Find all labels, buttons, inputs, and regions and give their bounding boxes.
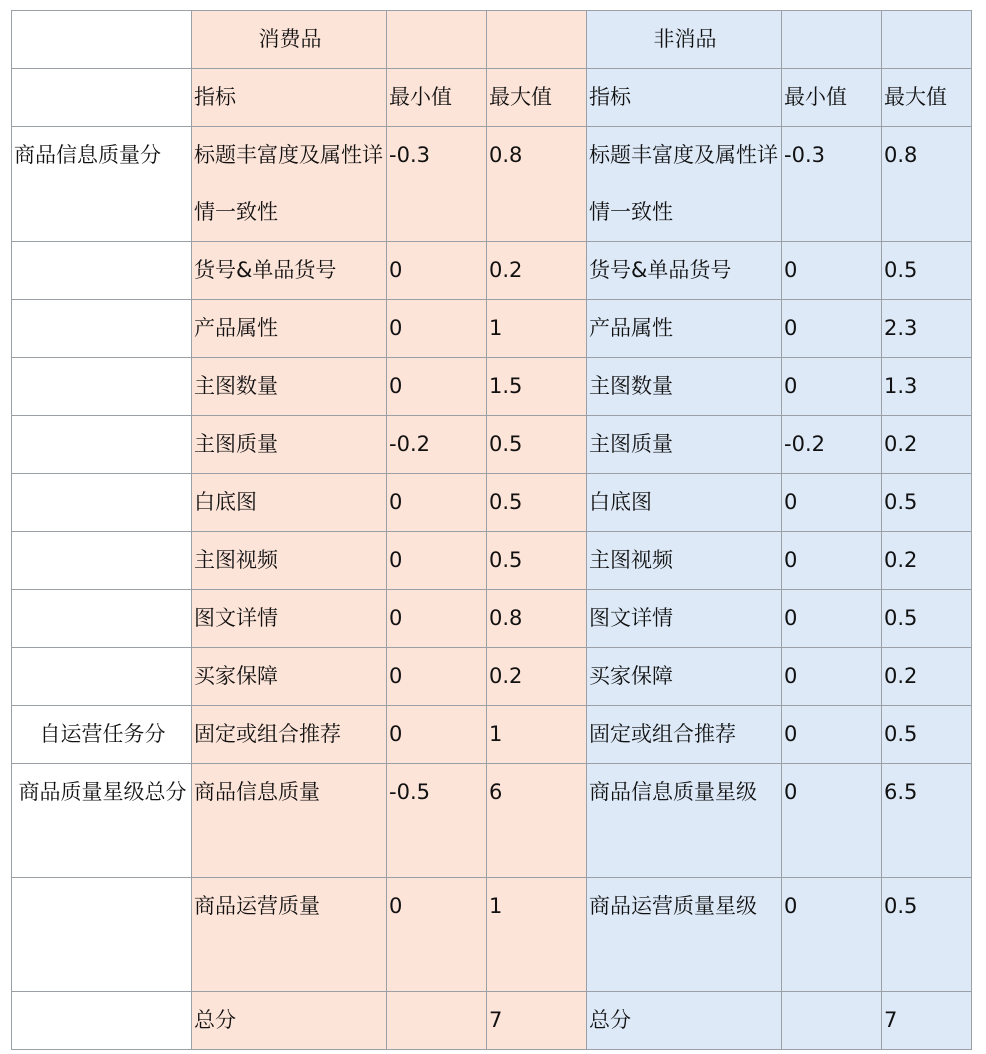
consumable-metric-cell: 主图数量 (192, 358, 387, 416)
consumable-min-cell: 0 (387, 474, 487, 532)
table-row (12, 878, 972, 992)
nonconsumable-min-cell: 0 (782, 358, 882, 416)
category-cell: 商品质量星级总分 (12, 764, 192, 878)
nonconsumable-min-cell: 0 (782, 648, 882, 706)
consumable-max-cell: 0.2 (487, 648, 587, 706)
consumable-min-cell: 0 (387, 242, 487, 300)
nonconsumable-max-cell: 0.5 (882, 878, 972, 992)
consumable-metric-cell: 货号&单品货号 (192, 242, 387, 300)
total-row (12, 992, 972, 1050)
consumable-metric-cell: 总分 (192, 992, 387, 1050)
group-header-row (12, 11, 972, 69)
nonconsumable-metric-cell: 商品信息质量星级 (587, 764, 782, 878)
nonconsumable-min-cell: 0 (782, 300, 882, 358)
consumable-min-cell: 0 (387, 706, 487, 764)
consumable-max-cell: 0.5 (487, 474, 587, 532)
category-cell (12, 992, 192, 1050)
category-cell (12, 532, 192, 590)
consumable-max-cell: 6 (487, 764, 587, 878)
nonconsumable-metric-cell: 商品运营质量星级 (587, 878, 782, 992)
nonconsumable-metric-cell: 货号&单品货号 (587, 242, 782, 300)
consumable-min-cell: 0 (387, 878, 487, 992)
empty-cell (387, 11, 487, 69)
consumable-metric-cell: 白底图 (192, 474, 387, 532)
min-header: 最小值 (387, 69, 487, 127)
consumable-metric-cell: 商品信息质量 (192, 764, 387, 878)
category-cell: 自运营任务分 (12, 706, 192, 764)
nonconsumable-metric-cell: 总分 (587, 992, 782, 1050)
table-row (12, 706, 972, 764)
consumable-max-cell: 0.2 (487, 242, 587, 300)
nonconsumable-total-cell: 7 (882, 992, 972, 1050)
nonconsumable-min-cell: 0 (782, 878, 882, 992)
nonconsumable-metric-cell: 主图视频 (587, 532, 782, 590)
nonconsumable-max-cell: 0.2 (882, 416, 972, 474)
category-cell (12, 878, 192, 992)
table-row (12, 764, 972, 878)
category-cell (12, 474, 192, 532)
table-row (12, 416, 972, 474)
empty-cell (487, 11, 587, 69)
consumable-group-header: 消费品 (192, 11, 387, 69)
nonconsumable-metric-cell: 标题丰富度及属性详情一致性 (587, 127, 782, 242)
nonconsumable-max-cell: 0.2 (882, 532, 972, 590)
nonconsumable-min-cell: 0 (782, 474, 882, 532)
category-cell (12, 358, 192, 416)
table-row (12, 300, 972, 358)
consumable-min-cell: 0 (387, 358, 487, 416)
consumable-metric-cell: 产品属性 (192, 300, 387, 358)
nonconsumable-max-cell: 2.3 (882, 300, 972, 358)
nonconsumable-metric-cell: 买家保障 (587, 648, 782, 706)
consumable-min-cell (387, 992, 487, 1050)
consumable-metric-cell: 标题丰富度及属性详情一致性 (192, 127, 387, 242)
table-row (12, 127, 972, 242)
consumable-metric-cell: 商品运营质量 (192, 878, 387, 992)
consumable-metric-cell: 图文详情 (192, 590, 387, 648)
consumable-min-cell: -0.5 (387, 764, 487, 878)
metric-header: 指标 (192, 69, 387, 127)
empty-cell (12, 69, 192, 127)
nonconsumable-max-cell: 6.5 (882, 764, 972, 878)
consumable-min-cell: 0 (387, 590, 487, 648)
table-row (12, 474, 972, 532)
nonconsumable-max-cell: 0.5 (882, 242, 972, 300)
consumable-total-cell: 7 (487, 992, 587, 1050)
corner-cell (12, 11, 192, 69)
category-cell: 商品信息质量分 (12, 127, 192, 242)
consumable-max-cell: 0.8 (487, 127, 587, 242)
nonconsumable-group-header: 非消品 (587, 11, 782, 69)
category-cell (12, 300, 192, 358)
consumable-max-cell: 0.8 (487, 590, 587, 648)
consumable-max-cell: 1 (487, 300, 587, 358)
nonconsumable-metric-cell: 主图数量 (587, 358, 782, 416)
table-row (12, 532, 972, 590)
nonconsumable-min-cell: 0 (782, 590, 882, 648)
consumable-metric-cell: 主图视频 (192, 532, 387, 590)
consumable-max-cell: 1 (487, 706, 587, 764)
consumable-max-cell: 1.5 (487, 358, 587, 416)
table-row (12, 242, 972, 300)
table-row (12, 648, 972, 706)
table-row (12, 358, 972, 416)
consumable-max-cell: 0.5 (487, 532, 587, 590)
consumable-min-cell: -0.2 (387, 416, 487, 474)
nonconsumable-metric-cell: 白底图 (587, 474, 782, 532)
consumable-min-cell: 0 (387, 648, 487, 706)
nonconsumable-max-cell: 1.3 (882, 358, 972, 416)
nonconsumable-min-cell: 0 (782, 242, 882, 300)
consumable-min-cell: 0 (387, 300, 487, 358)
category-cell (12, 242, 192, 300)
nonconsumable-min-cell: 0 (782, 532, 882, 590)
category-cell (12, 416, 192, 474)
nonconsumable-min-cell: 0 (782, 706, 882, 764)
consumable-metric-cell: 买家保障 (192, 648, 387, 706)
consumable-max-cell: 0.5 (487, 416, 587, 474)
nonconsumable-min-cell: -0.3 (782, 127, 882, 242)
consumable-metric-cell: 固定或组合推荐 (192, 706, 387, 764)
category-cell (12, 648, 192, 706)
empty-cell (882, 11, 972, 69)
nonconsumable-metric-cell: 产品属性 (587, 300, 782, 358)
nonconsumable-min-cell: 0 (782, 764, 882, 878)
nonconsumable-max-cell: 0.8 (882, 127, 972, 242)
consumable-max-cell: 1 (487, 878, 587, 992)
nonconsumable-max-cell: 0.5 (882, 706, 972, 764)
scoring-table (11, 10, 972, 1050)
consumable-min-cell: -0.3 (387, 127, 487, 242)
nonconsumable-max-cell: 0.2 (882, 648, 972, 706)
nonconsumable-metric-cell: 主图质量 (587, 416, 782, 474)
nonconsumable-metric-cell: 固定或组合推荐 (587, 706, 782, 764)
nonconsumable-max-cell: 0.5 (882, 474, 972, 532)
consumable-min-cell: 0 (387, 532, 487, 590)
max-header: 最大值 (882, 69, 972, 127)
category-cell (12, 590, 192, 648)
min-header: 最小值 (782, 69, 882, 127)
column-header-row (12, 69, 972, 127)
nonconsumable-max-cell: 0.5 (882, 590, 972, 648)
max-header: 最大值 (487, 69, 587, 127)
nonconsumable-min-cell: -0.2 (782, 416, 882, 474)
nonconsumable-metric-cell: 图文详情 (587, 590, 782, 648)
nonconsumable-min-cell (782, 992, 882, 1050)
table-row (12, 590, 972, 648)
empty-cell (782, 11, 882, 69)
consumable-metric-cell: 主图质量 (192, 416, 387, 474)
metric-header: 指标 (587, 69, 782, 127)
